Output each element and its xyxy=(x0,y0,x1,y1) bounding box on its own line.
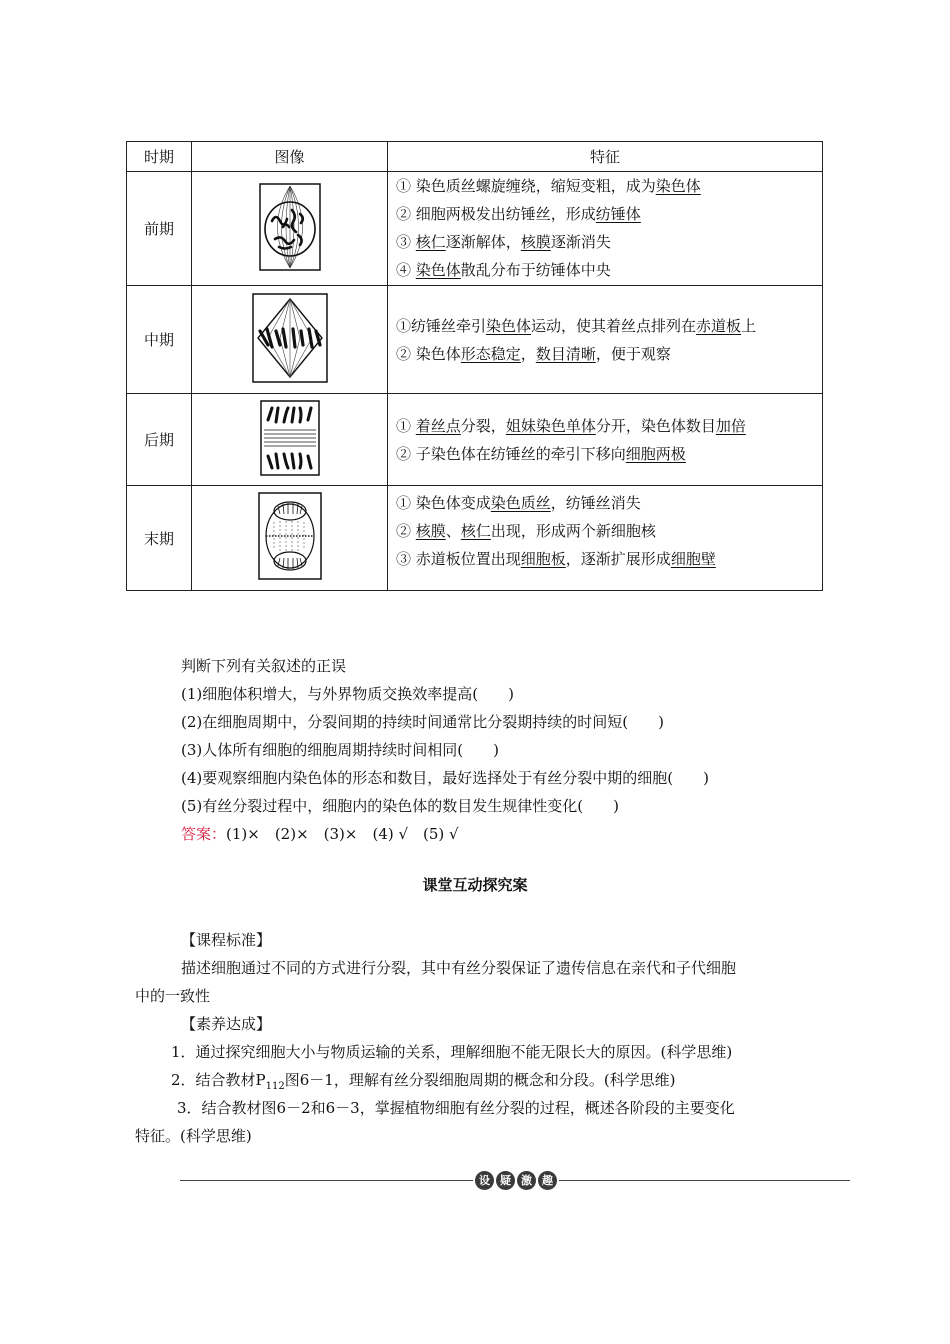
telophase-features xyxy=(388,486,823,591)
feature-line: ③ 赤道板位置出现细胞板，逐渐扩展形成细胞壁 xyxy=(396,550,716,568)
metaphase-cell-illustration xyxy=(252,293,328,383)
literacy-item-1: 1．通过探究细胞大小与物质运输的关系，理解细胞不能无限长大的原因。(科学思维) xyxy=(171,1043,733,1061)
table-row xyxy=(127,172,823,286)
standard-heading: 【课程标准】 xyxy=(181,931,272,949)
literacy-heading: 【素养达成】 xyxy=(181,1015,272,1033)
metaphase-features xyxy=(388,286,823,394)
feature-line: ① 着丝点分裂，姐妹染色单体分开，染色体数目加倍 xyxy=(396,416,746,435)
header-image: 图像 xyxy=(192,142,388,172)
banner-char: 疑 xyxy=(496,1171,515,1190)
table-row xyxy=(127,394,823,486)
anaphase-features xyxy=(388,394,823,486)
judgement-item: (2)在细胞周期中，分裂间期的持续时间通常比分裂期持续的时间短( ) xyxy=(181,713,664,731)
standard-text-line2: 中的一致性 xyxy=(135,987,211,1005)
prophase-cell-illustration xyxy=(259,183,321,271)
judgement-item: (3)人体所有细胞的细胞周期持续时间相同( ) xyxy=(181,741,499,759)
telophase-image-cell xyxy=(192,486,388,591)
telophase-cell-illustration xyxy=(258,492,322,580)
anaphase-cell-illustration xyxy=(260,400,320,476)
section-title: 课堂互动探究案 xyxy=(422,876,528,894)
prophase-features xyxy=(388,172,823,286)
feature-line: ① 染色质丝螺旋缠绕，缩短变粗，成为染色体 xyxy=(396,177,701,195)
literacy-item-3-line1: 3．结合教材图6－2和6－3，掌握植物细胞有丝分裂的过程，概述各阶段的主要变化 xyxy=(177,1099,735,1117)
period-anaphase: 后期 xyxy=(127,394,192,486)
header-period: 时期 xyxy=(127,142,192,172)
judgement-questions xyxy=(181,652,709,848)
header-features: 特征 xyxy=(388,142,823,172)
judgement-item: (1)细胞体积增大，与外界物质交换效率提高( ) xyxy=(181,685,514,703)
banner-char: 激 xyxy=(517,1171,536,1190)
divider-banner xyxy=(473,1170,559,1190)
table-row xyxy=(127,286,823,394)
feature-line: ② 染色体形态稳定，数目清晰，便于观察 xyxy=(396,344,671,363)
feature-line: ② 核膜、核仁出现，形成两个新细胞核 xyxy=(396,522,656,540)
judgement-intro: 判断下列有关叙述的正误 xyxy=(181,657,347,675)
feature-line: ③ 核仁逐渐解体，核膜逐渐消失 xyxy=(396,233,611,251)
table-header-row xyxy=(127,142,823,172)
feature-line: ① 染色体变成染色质丝，纺锤丝消失 xyxy=(396,494,641,512)
section-divider xyxy=(180,1170,850,1194)
literacy-item-2: 2．结合教材$P_{112}$图6－1，理解有丝分裂细胞周期的概念和分段。(科学思维) xyxy=(171,1071,676,1092)
period-telophase: 末期 xyxy=(127,486,192,591)
judgement-item: (4)要观察细胞内染色体的形态和数目，最好选择处于有丝分裂中期的细胞( ) xyxy=(181,769,709,787)
standard-text-line1: 描述细胞通过不同的方式进行分裂，其中有丝分裂保证了遗传信息在亲代和子代细胞 xyxy=(181,959,737,977)
answer-label: 答案： xyxy=(181,825,227,843)
answer-text: (1)× (2)× (3)× (4) √ (5) √ xyxy=(226,825,459,843)
feature-line: ①纺锤丝牵引染色体运动，使其着丝点排列在赤道板上 xyxy=(396,316,757,335)
banner-char: 设 xyxy=(475,1171,494,1190)
prophase-image-cell xyxy=(192,172,388,286)
table-row xyxy=(127,486,823,591)
period-prophase: 前期 xyxy=(127,172,192,286)
mitosis-table xyxy=(126,141,823,591)
metaphase-image-cell xyxy=(192,286,388,394)
period-metaphase: 中期 xyxy=(127,286,192,394)
answer-line xyxy=(181,820,709,848)
literacy-item-3-line2: 特征。(科学思维) xyxy=(135,1127,252,1145)
feature-line: ② 细胞两极发出纺锤丝，形成纺锤体 xyxy=(396,205,641,223)
banner-char: 趣 xyxy=(538,1171,557,1190)
judgement-item: (5)有丝分裂过程中，细胞内的染色体的数目发生规律性变化( ) xyxy=(181,797,619,815)
feature-line: ② 子染色体在纺锤丝的牵引下移向细胞两极 xyxy=(396,444,686,463)
anaphase-image-cell xyxy=(192,394,388,486)
feature-line: ④ 染色体散乱分布于纺锤体中央 xyxy=(396,261,611,279)
